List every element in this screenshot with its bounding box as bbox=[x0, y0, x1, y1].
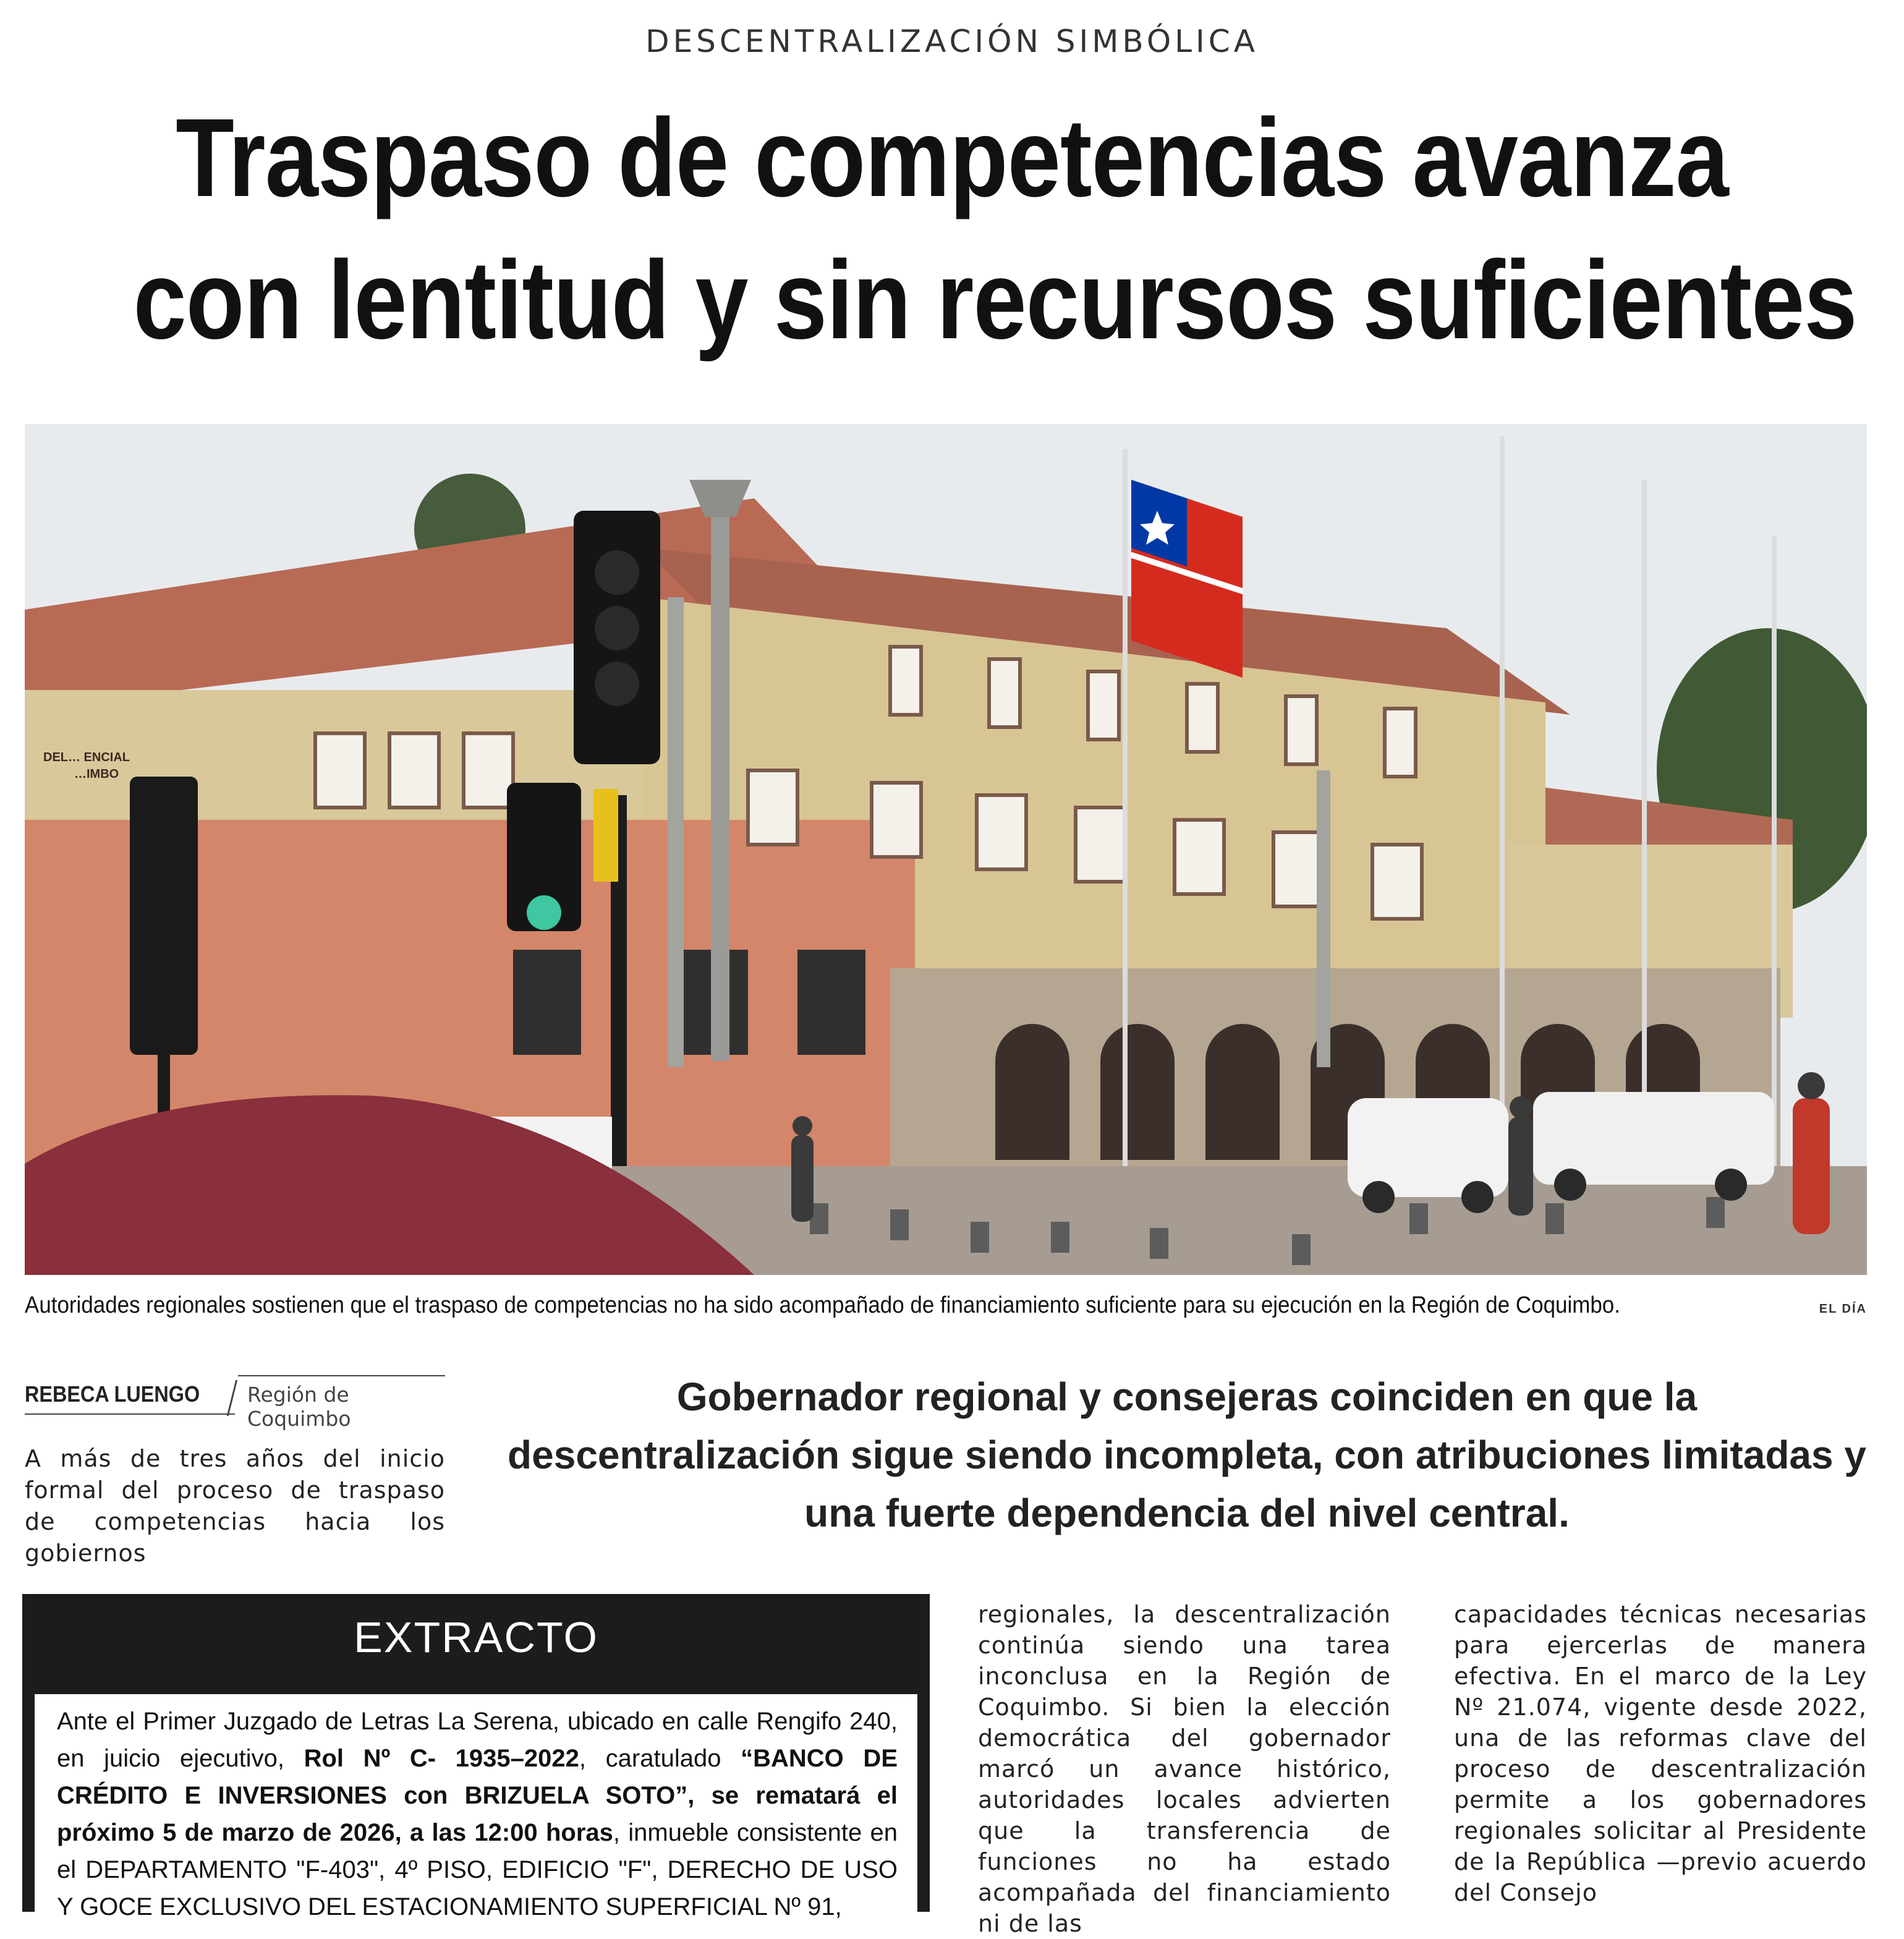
byline-overline bbox=[238, 1375, 445, 1376]
byline bbox=[25, 1375, 445, 1431]
extracto-text bbox=[57, 1703, 898, 1925]
extracto-notice bbox=[22, 1594, 930, 1920]
headline-line-1: Traspaso de competencias avanza bbox=[176, 96, 1728, 220]
extracto-part-1: Ante el Primer Juzgado de Letras La Serena, ubicado en calle Rengifo 240, en juicio ejecutivo, bbox=[57, 1708, 898, 1772]
extracto-body bbox=[35, 1694, 917, 1929]
photo-caption: Autoridades regionales sostienen que el traspaso de competencias no ha sido acompañado de financiamiento suficiente para su ejecución en la Región de Coquimbo. bbox=[25, 1292, 1620, 1318]
lower-windows bbox=[513, 950, 865, 1055]
extracto-part-3: , inmueble consistente en el DEPARTAMENTO "F-403", 4º PISO, EDIFICIO "F", DERECHO DE USO Y GOCE EXCLUSIVO DEL ESTACIONAMIENTO SUPERFICIAL Nº 91, bbox=[57, 1819, 898, 1920]
lead-paragraph: A más de tres años del inicio formal del proceso de traspaso de competencias hacia los gobiernos bbox=[25, 1445, 445, 1567]
extracto-part-2: , caratulado bbox=[579, 1745, 741, 1772]
section-kicker: DESCENTRALIZACIÓN SIMBÓLICA bbox=[645, 23, 1259, 59]
body-column-1: regionales, la descentralización continúa siendo una tarea inconclusa en la Región de Coquimbo. Si bien la elección democrática del gobernador marcó un avance histórico, autoridades locales advierten que la transferencia de funciones no ha estado acompañada del financiamiento ni de las bbox=[978, 1601, 1391, 1937]
body-column-2: capacidades técnicas necesarias para ejercerlas de manera efectiva. En el marco de la Ley Nº 21.074, vigente desde 2022, una de las reformas clave del proceso de descentralización permite a los gobernadores regionales solicitar al Presidente de la República —previo acuerdo del Consejo bbox=[1454, 1601, 1867, 1906]
extracto-rol: Rol Nº C- 1935–2022 bbox=[304, 1745, 579, 1772]
extracto-title: EXTRACTO bbox=[354, 1613, 598, 1661]
building-sign-line2: …IMBO bbox=[74, 767, 119, 781]
headline-line-2: con lentitud y sin recursos suficientes bbox=[133, 238, 1857, 362]
byline-divider bbox=[227, 1380, 237, 1416]
photo-credit: EL DÍA bbox=[1819, 1302, 1867, 1316]
article-deck: Gobernador regional y consejeras coinciden en que la descentralización sigue siendo incompleta, con atribuciones limitadas y una fuerte dependencia del nivel central. bbox=[508, 1374, 1866, 1535]
byline-author: REBECA LUENGO bbox=[25, 1381, 200, 1407]
building-sign-line1: DEL… ENCIAL bbox=[43, 751, 130, 764]
extracto-caratula: “BANCO DE CRÉDITO E INVERSIONES con BRIZUELA SOTO”, se rematará el próximo 5 de marzo de 2026, a las 12:00 horas bbox=[57, 1745, 898, 1846]
article-photo bbox=[25, 424, 1867, 1275]
byline-underline bbox=[25, 1413, 235, 1415]
photo-illustration bbox=[25, 424, 1867, 1275]
byline-region: Región de Coquimbo bbox=[247, 1383, 351, 1431]
